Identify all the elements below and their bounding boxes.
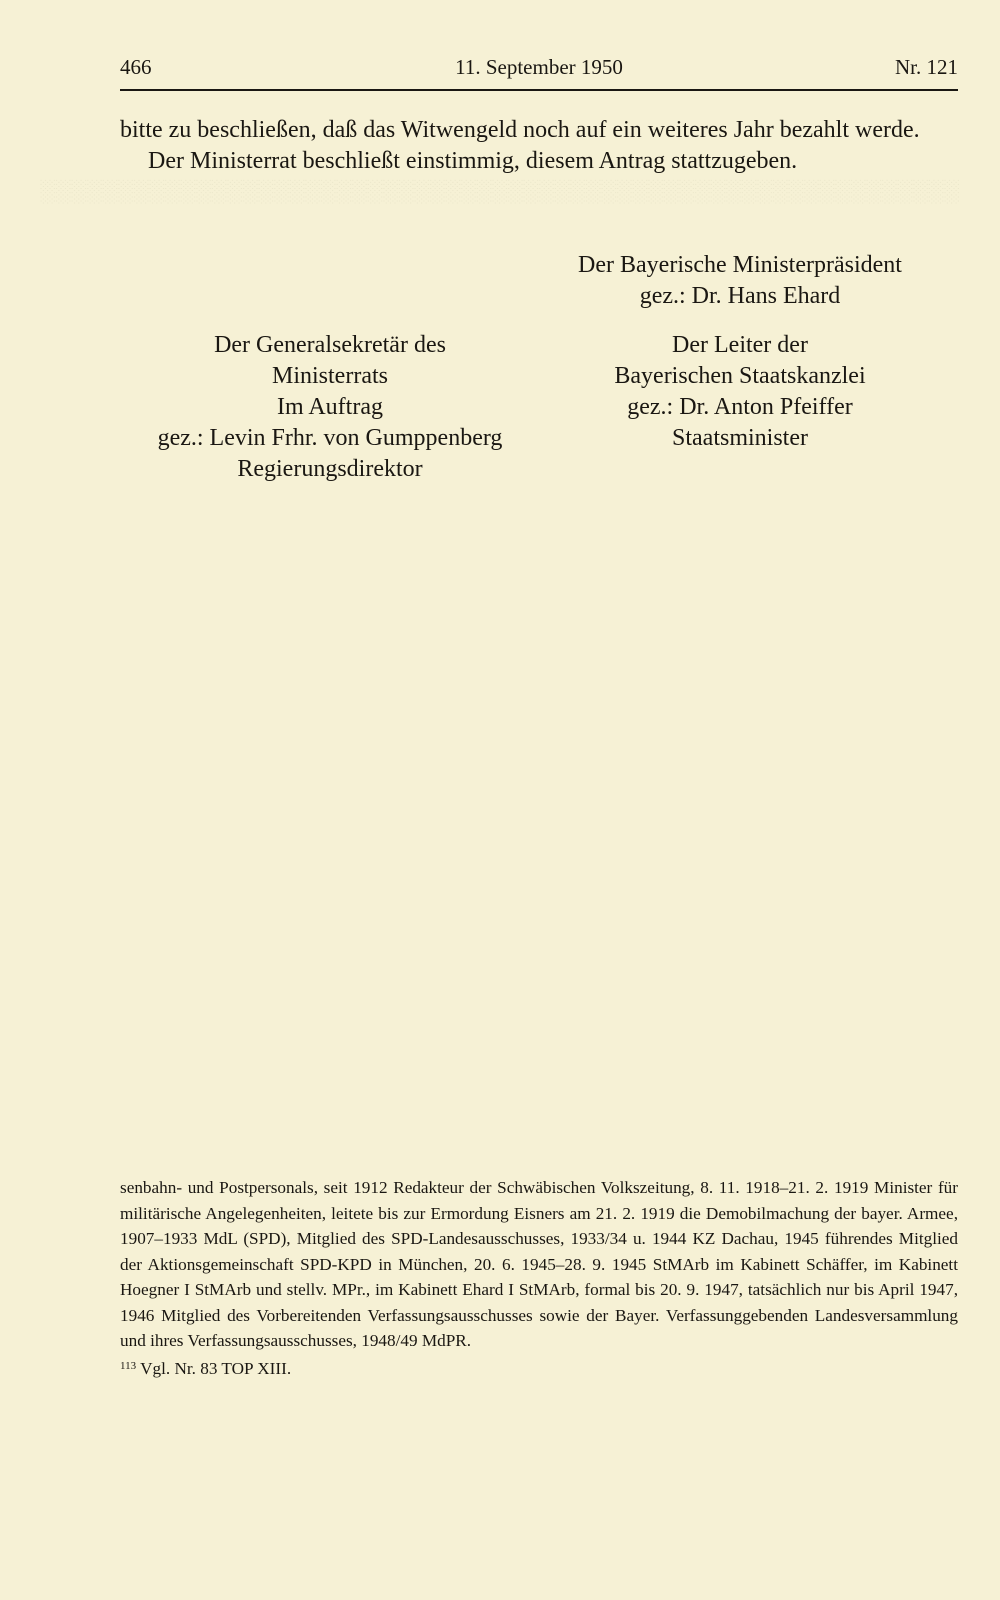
signature-minister-president: [540, 250, 940, 312]
signature-chancellery-head: [540, 330, 940, 454]
signature-role: Staatsminister: [672, 425, 808, 451]
signature-title: Bayerischen Staatskanzlei: [614, 363, 866, 389]
signature-title: Der Generalsekretär des: [214, 332, 446, 358]
header-rule: [120, 89, 958, 91]
signature-secretary-general: [120, 330, 540, 485]
signature-name: gez.: Dr. Anton Pfeiffer: [627, 394, 853, 420]
paragraph: Der Ministerrat beschließt einstimmig, diesem Antrag stattzugeben.: [148, 148, 798, 174]
running-header: [120, 55, 958, 87]
main-text: [120, 115, 958, 177]
footnote-number: 113: [120, 1359, 137, 1372]
page-number: 466: [120, 55, 152, 79]
footnote-113: [120, 1354, 958, 1382]
footnote-continuation: senbahn- und Postpersonals, seit 1912 Redakteur der Schwäbischen Volkszeitung, 8. 11. 1918–21. 2. 1919 Minister für militärische Angelegenheiten, leitete bis zur Ermordung Eisners am 21. 2. 1919 die Demobilmachung der bayer. Armee, 1907–1933 MdL (SPD), Mitglied des SPD-Landesausschusses, 1933/34 u. 1944 KZ Dachau, 1945 führendes Mitglied der Aktionsgemeinschaft SPD-KPD in München, 20. 6. 1945–28. 9. 1945 StMArb im Kabinett Schäffer, im Kabinett Hoegner I StMArb und stellv. MPr., im Kabinett Ehard I StMArb, formal bis 20. 9. 1947, tatsächlich nur bis April 1947, 1946 Mitglied des Vorbereitenden Verfassungsausschusses sowie der Bayer. Verfassunggebenden Landesversammlung und ihres Verfassungsausschusses, 1948/49 MdPR.: [120, 1178, 958, 1350]
issue-number: Nr. 121: [895, 55, 958, 79]
footnotes: [120, 1175, 958, 1381]
signature-title: Der Leiter der: [672, 332, 808, 358]
signature-role: Regierungsdirektor: [237, 456, 423, 482]
signature-title: Der Bayerische Ministerpräsident: [578, 252, 902, 278]
signature-name: gez.: Levin Frhr. von Gumppenberg: [157, 425, 503, 451]
paragraph: bitte zu beschließen, daß das Witwengeld noch auf ein weiteres Jahr bezahlt werde.: [120, 117, 920, 143]
signature-title: Ministerrats: [272, 363, 388, 389]
footnote-text: Vgl. Nr. 83 TOP XIII.: [140, 1358, 292, 1378]
signature-name: gez.: Dr. Hans Ehard: [639, 283, 841, 309]
signature-note: Im Auftrag: [277, 394, 383, 420]
bleed-through-texture: ░░░░░░░░░░░░░░░░░░░░░░░░░░░░░░░░░░░░░░░░░░░░░░░░░░░░░░░░░░░: [40, 178, 960, 203]
header-date: 11. September 1950: [455, 55, 623, 79]
